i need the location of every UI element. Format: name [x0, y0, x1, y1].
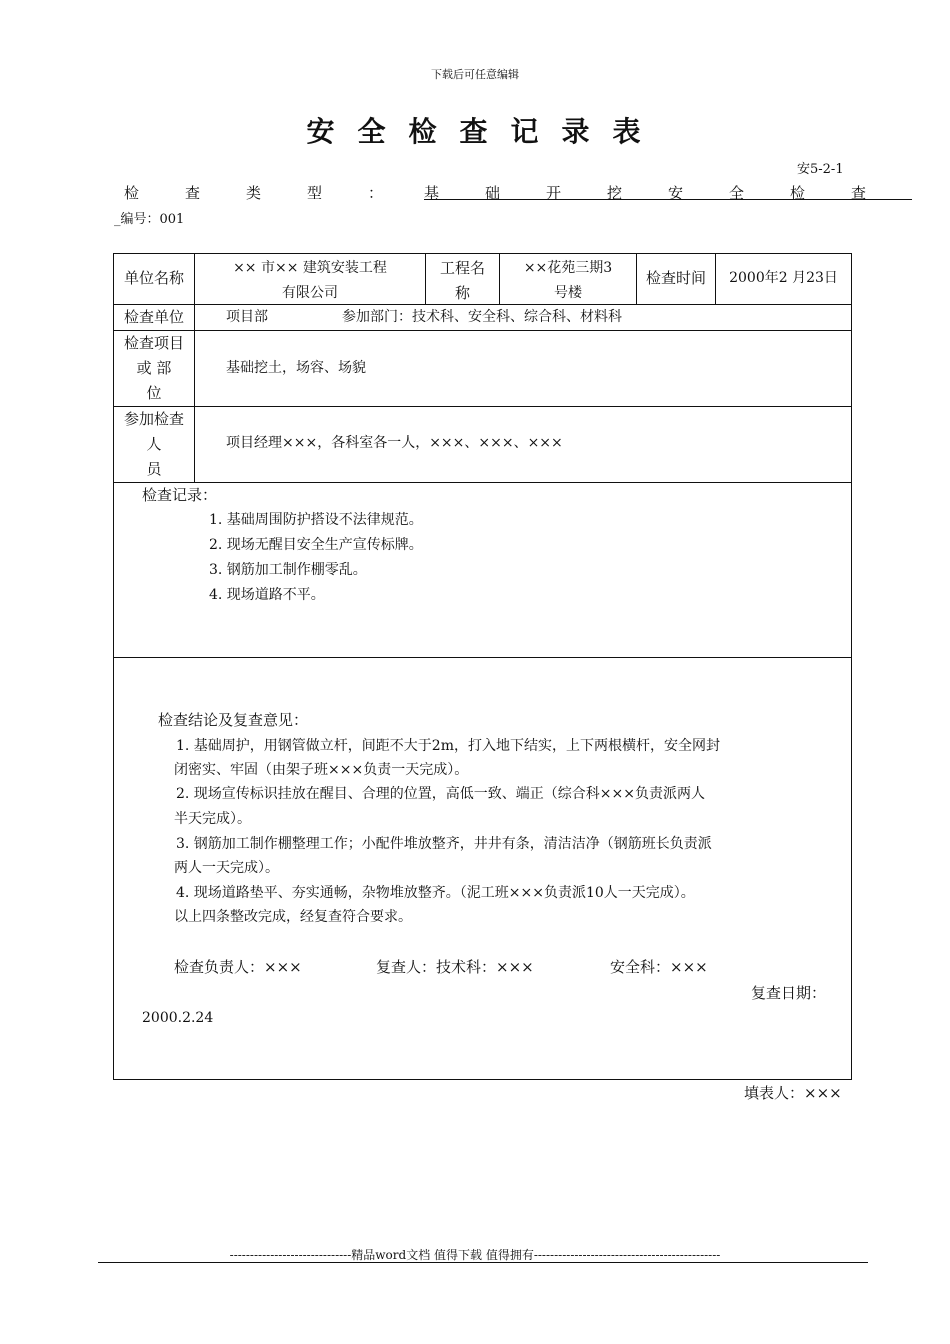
conclusion-line: 两人一天完成）。	[174, 860, 279, 876]
serial-number: _编号：001	[114, 212, 185, 227]
record-item: 1. 基础周围防护搭设不法律规范。	[209, 512, 423, 528]
participants-label-line: 参加检查	[123, 410, 184, 428]
project-name-label-line: 工程名	[439, 259, 485, 277]
conclusion-line: 2. 现场宣传标识挂放在醒目、合理的位置，高低一致、端正（综合科×××负责派两人	[176, 786, 705, 802]
check-type-label: 检查类型：	[124, 184, 430, 202]
conclusion-line: 闭密实、牢固（由架子班×××负责一天完成）。	[174, 762, 469, 778]
unit-name-value	[195, 256, 425, 306]
record-item: 3. 钢筋加工制作棚零乱。	[209, 562, 367, 578]
project-name-label-line: 称	[454, 284, 470, 302]
participants-label-line: 员	[146, 460, 162, 478]
project-name-value	[500, 256, 636, 306]
conclusion-line: 以上四条整改完成，经复查符合要求。	[174, 909, 412, 925]
check-unit-label: 检查单位	[123, 308, 184, 326]
inspector-signature: 检查负责人：×××	[174, 958, 302, 976]
check-item-value: 基础挖土，场容、场貌	[226, 360, 366, 376]
participants-label	[114, 407, 194, 482]
row-divider	[114, 330, 851, 331]
unit-name-label: 单位名称	[123, 269, 184, 287]
row-divider	[114, 482, 851, 483]
check-time-value: 2000年2 月23日	[729, 270, 838, 286]
reviewer-signature: 复查人：技术科：×××	[376, 958, 534, 976]
project-name-line: ××花苑三期3	[523, 260, 613, 276]
filled-by: 填表人：×××	[744, 1084, 842, 1102]
check-item-label-line: 检查项目	[123, 334, 184, 352]
form-code: 安5-2-1	[797, 162, 844, 177]
inspection-form	[113, 253, 852, 1080]
review-date-label: 复查日期：	[751, 984, 827, 1002]
check-type-row	[124, 182, 913, 202]
review-date-value: 2000.2.24	[142, 1010, 214, 1026]
participants-label-line: 人	[146, 435, 162, 453]
check-item-label-line: 位	[146, 384, 162, 402]
footer-note: ------------------------------精品word文档 值得下载 值得拥有----------------------------------------------	[229, 1248, 721, 1262]
conclusion-line: 3. 钢筋加工制作棚整理工作；小配件堆放整齐，井井有条，清洁洁净（钢筋班长负责派	[176, 836, 712, 852]
conclusion-line: 4. 现场道路垫平、夯实通畅，杂物堆放整齐。（泥工班×××负责派10人一天完成）。	[176, 885, 695, 901]
row-divider	[114, 657, 851, 658]
check-type-value: 基础开挖安全检查	[424, 184, 913, 202]
row-divider	[114, 406, 851, 407]
record-label: 检查记录：	[142, 486, 218, 504]
check-item-label	[114, 331, 194, 406]
project-name-line: 号楼	[554, 285, 582, 301]
safety-signature: 安全科：×××	[610, 958, 708, 976]
check-item-label-line: 或 部	[136, 359, 172, 377]
conclusion-line: 1. 基础周护，用钢管做立杆，间距不大于2m，打入地下结实，上下两根横杆，安全网封	[176, 738, 720, 754]
conclusion-line: 半天完成）。	[174, 811, 251, 827]
unit-name-line: 有限公司	[282, 285, 338, 301]
header-note: 下载后可任意编辑	[431, 68, 519, 81]
conclusion-label: 检查结论及复查意见：	[158, 711, 309, 729]
project-name-label	[426, 256, 499, 306]
record-item: 2. 现场无醒目安全生产宣传标牌。	[209, 537, 423, 553]
check-unit-value: 项目部	[226, 309, 268, 325]
unit-name-line: ×× 市×× 建筑安装工程	[233, 260, 387, 276]
record-item: 4. 现场道路不平。	[209, 587, 325, 603]
departments-value: 参加部门：技术科、安全科、综合科、材料科	[342, 309, 622, 325]
check-time-label: 检查时间	[645, 269, 706, 287]
page-title: 安全检查记录表	[306, 115, 664, 148]
footer-rule	[98, 1262, 868, 1263]
participants-value: 项目经理×××，各科室各一人，×××、×××、×××	[226, 435, 563, 451]
